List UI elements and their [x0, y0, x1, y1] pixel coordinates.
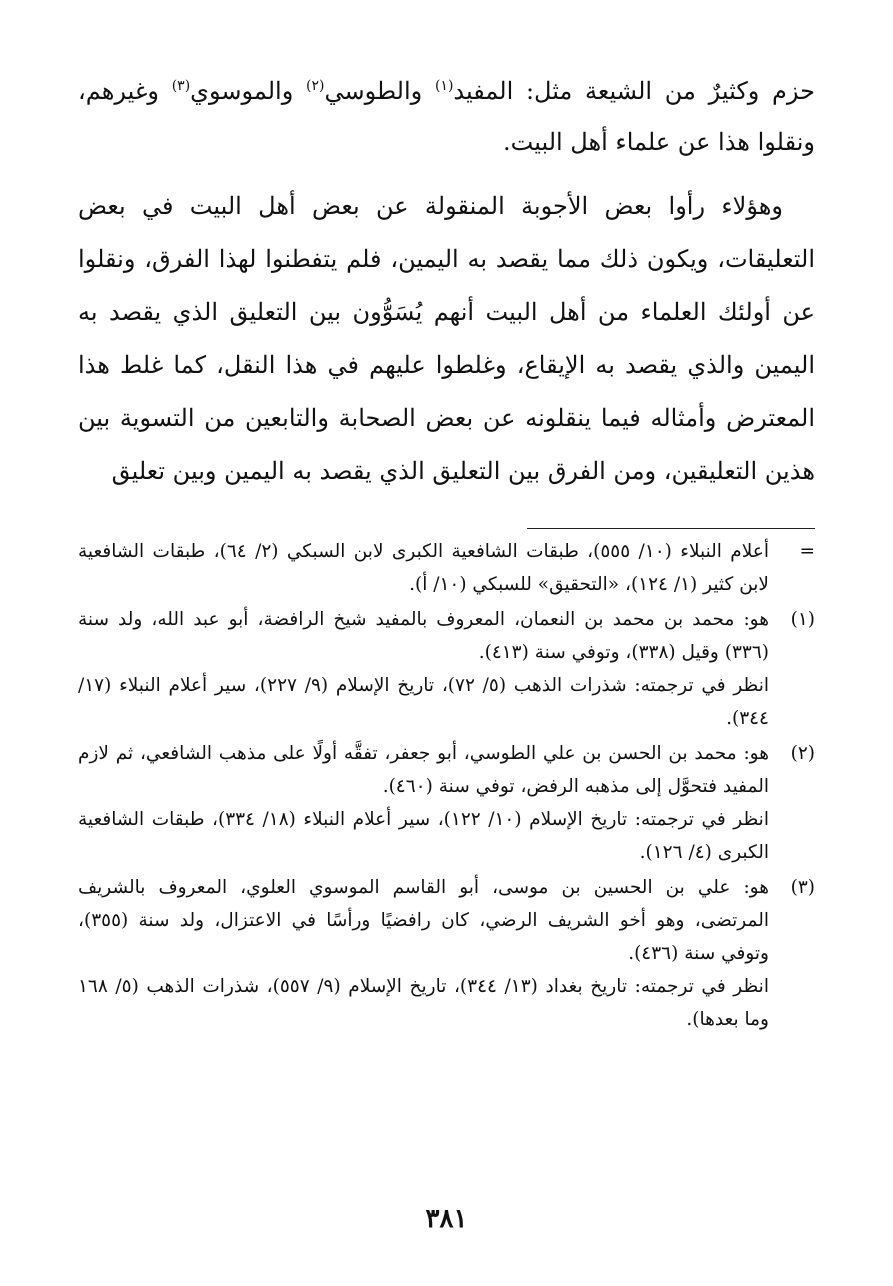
footnote-marker: =: [799, 541, 815, 562]
footnote-body: [78, 603, 769, 735]
footnote-text: هو: محمد بن الحسن بن علي الطوسي، أبو جعفر، تفقَّه أولًا على مذهب الشافعي، ثم لازم المفيد فتحوَّل إلى مذهبه الرفض، توفي سنة (٤٦٠).: [78, 743, 769, 797]
footnote-text: أعلام النبلاء (١٠/ ٥٥٥)، طبقات الشافعية الكبرى لابن السبكي (٢/ ٦٤)، طبقات الشافعية لابن كثير (١/ ١٢٤)، «التحقيق» للسبكي (١٠/ أ).: [78, 541, 769, 595]
footnote-separator: [527, 528, 815, 529]
paragraph-1-part-c: والموسوي: [190, 77, 307, 105]
footnote-sources: انظر في ترجمته: تاريخ الإسلام (١٠/ ١٢٢)، سير أعلام النبلاء (١٨/ ٣٣٤)، طبقات الشافعية الكبرى (٤/ ١٢٦).: [78, 809, 769, 863]
footnote-ref-3[interactable]: (٣): [171, 78, 191, 94]
footnote-body: [78, 737, 769, 869]
footnote-body: [78, 871, 769, 1036]
footnote-marker: (١): [790, 609, 815, 630]
footnotes: [78, 535, 815, 1036]
paragraph-1-part-d: وغيرهم، ونقلوا هذا عن علماء أهل البيت.: [78, 77, 815, 156]
footnote-ref-2[interactable]: (٢): [306, 78, 325, 94]
footnote-marker: (٢): [790, 743, 815, 764]
paragraph-2: وهؤلاء رأوا بعض الأجوبة المنقولة عن بعض أهل البيت في بعض التعليقات، ويكون ذلك مما يقصد به اليمين، فلم يتفطنوا لهذا الفرق، ونقلوا عن أولئك العلماء من أهل البيت أنهم يُسَوُّون بين التعليق الذي يقصد به اليمين والذي يقصد به الإيقاع، وغلطوا عليهم في هذا النقل، كما غلط هذا المعترض وأمثاله فيما ينقلونه عن بعض الصحابة والتابعين من التسوية بين هذين التعليقين، ومن الفرق بين التعليق الذي يقصد به اليمين وبين تعليق: [78, 192, 816, 485]
footnote-body: [78, 535, 769, 601]
paragraph-1-part-a: حزم وكثيرٌ من الشيعة مثل: المفيد: [453, 77, 815, 105]
paragraph-1: [78, 66, 815, 168]
footnote-continuation: [78, 535, 815, 601]
paragraph-1-part-b: والطوسي: [324, 77, 435, 105]
footnote-sources: انظر في ترجمته: تاريخ بغداد (١٣/ ٣٤٤)، تاريخ الإسلام (٩/ ٥٥٧)، شذرات الذهب (٥/ ١٦٨ وما بعدها).: [78, 976, 769, 1030]
footnote-text: هو: علي بن الحسين بن موسى، أبو القاسم الموسوي العلوي، المعروف بالشريف المرتضى، وهو أخو الشريف الرضي، كان رافضيًا ورأسًا في الاعتزال، ولد سنة (٣٥٥)، وتوفي سنة (٤٣٦).: [78, 877, 769, 964]
page-number: ٣٨١: [425, 1204, 468, 1234]
footnote-marker: (٣): [790, 877, 815, 898]
book-page: [78, 66, 815, 1226]
footnote-3: [78, 871, 815, 1036]
footnote-text: هو: محمد بن محمد بن النعمان، المعروف بالمفيد شيخ الرافضة، أبو عبد الله، ولد سنة (٣٣٦) وقيل (٣٣٨)، وتوفي سنة (٤١٣).: [78, 609, 769, 663]
footnote-1: [78, 603, 815, 735]
footnote-ref-1[interactable]: (١): [434, 78, 454, 94]
footnote-sources: انظر في ترجمته: شذرات الذهب (٥/ ٧٢)، تاريخ الإسلام (٩/ ٢٢٧)، سير أعلام النبلاء (١٧/ ٣٤٤).: [78, 675, 770, 729]
main-text: [78, 66, 815, 498]
footnote-2: [78, 737, 815, 869]
